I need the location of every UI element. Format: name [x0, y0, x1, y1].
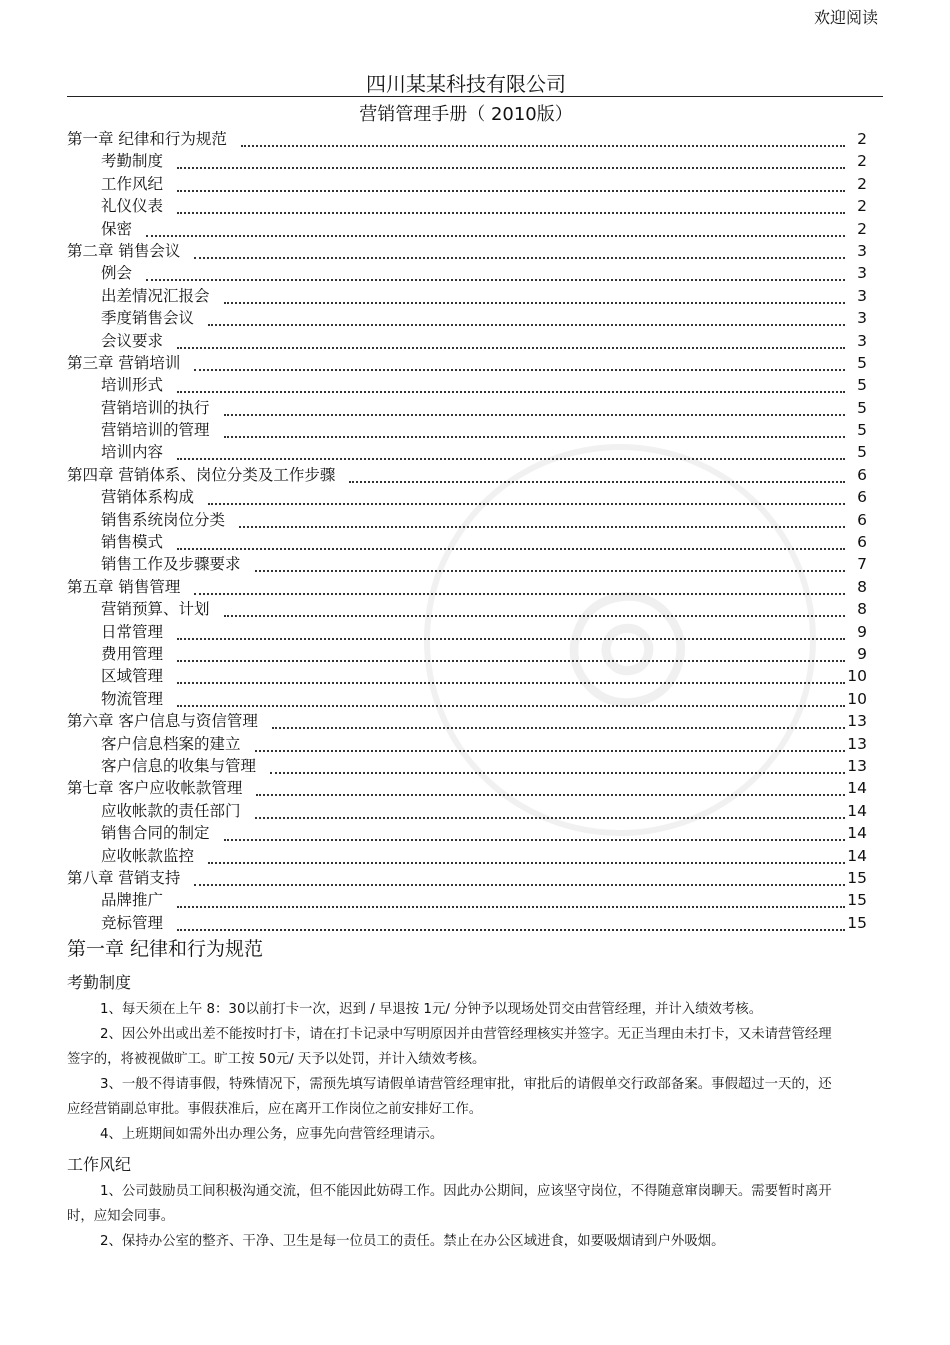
toc-dot-leader — [208, 859, 845, 864]
toc-page-number: 14 — [847, 779, 867, 798]
toc-section-entry[interactable] — [67, 845, 867, 867]
toc-dot-leader — [224, 836, 845, 841]
toc-section-entry[interactable] — [67, 553, 867, 575]
toc-page-number: 3 — [857, 264, 867, 283]
toc-page-number: 14 — [847, 824, 867, 843]
toc-dot-leader — [194, 881, 845, 886]
toc-entry-label: 保密 — [101, 219, 133, 238]
toc-page-number: 10 — [847, 689, 867, 708]
toc-dot-leader — [194, 254, 845, 259]
toc-entry-label: 第二章 销售会议 — [67, 241, 181, 260]
toc-section-entry[interactable] — [67, 307, 867, 329]
toc-section-entry[interactable] — [67, 374, 867, 396]
toc-section-entry[interactable] — [67, 419, 867, 441]
manual-title: 营销管理手册（ 2010版） — [359, 104, 573, 125]
toc-section-entry[interactable] — [67, 397, 867, 419]
toc-page-number: 15 — [847, 913, 867, 932]
toc-entry-label: 第四章 营销体系、岗位分类及工作步骤 — [67, 465, 336, 484]
toc-page-number: 14 — [847, 801, 867, 820]
toc-dot-leader — [177, 455, 845, 460]
toc-page-number: 8 — [857, 600, 867, 619]
toc-section-entry[interactable] — [67, 262, 867, 284]
toc-page-number: 7 — [857, 555, 867, 574]
toc-entry-label: 营销体系构成 — [101, 488, 195, 507]
company-name: 四川某某科技有限公司 — [366, 72, 566, 96]
toc-entry-label: 费用管理 — [101, 644, 164, 663]
toc-entry-label: 销售工作及步骤要求 — [101, 555, 241, 574]
toc-section-entry[interactable] — [67, 621, 867, 643]
toc-dot-leader — [177, 679, 845, 684]
toc-chapter-entry[interactable] — [67, 464, 867, 486]
toc-chapter-entry[interactable] — [67, 777, 867, 799]
toc-page-number: 5 — [857, 443, 867, 462]
toc-section-entry[interactable] — [67, 486, 867, 508]
section-heading: 考勤制度 — [67, 973, 132, 992]
toc-page-number: 3 — [857, 331, 867, 350]
table-of-contents — [67, 128, 867, 934]
toc-entry-label: 应收帐款的责任部门 — [101, 801, 241, 820]
chapter-title: 第一章 纪律和行为规范 — [67, 938, 264, 960]
toc-dot-leader — [256, 791, 845, 796]
toc-entry-label: 第六章 客户信息与资信管理 — [67, 712, 258, 731]
header-note: 欢迎阅读 — [813, 8, 878, 27]
toc-dot-leader — [194, 366, 845, 371]
toc-dot-leader — [177, 164, 845, 169]
toc-dot-leader — [177, 657, 845, 662]
toc-dot-leader — [224, 612, 845, 617]
toc-section-entry[interactable] — [67, 330, 867, 352]
toc-dot-leader — [194, 590, 845, 595]
toc-dot-leader — [146, 276, 845, 281]
chapter-body — [67, 933, 837, 1254]
toc-page-number: 6 — [857, 533, 867, 552]
toc-dot-leader — [349, 478, 845, 483]
toc-dot-leader — [177, 702, 845, 707]
watermark-icon: ◎ — [345, 365, 895, 915]
toc-chapter-entry[interactable] — [67, 240, 867, 262]
toc-dot-leader — [272, 724, 845, 729]
toc-entry-label: 季度销售会议 — [101, 309, 195, 328]
toc-dot-leader — [208, 500, 845, 505]
toc-section-entry[interactable] — [67, 441, 867, 463]
toc-page-number: 2 — [857, 197, 867, 216]
body-paragraph: 4、上班期间如需外出办理公务，应事先向营管经理请示。 — [100, 1127, 444, 1142]
toc-dot-leader — [224, 411, 845, 416]
toc-section-entry[interactable] — [67, 822, 867, 844]
toc-dot-leader — [270, 769, 845, 774]
toc-entry-label: 考勤制度 — [101, 152, 164, 171]
toc-page-number: 2 — [857, 219, 867, 238]
toc-entry-label: 日常管理 — [101, 622, 164, 641]
toc-entry-label: 第七章 客户应收帐款管理 — [67, 779, 243, 798]
toc-entry-label: 销售系统岗位分类 — [101, 510, 226, 529]
body-paragraph: 1、每天须在上午 8：30以前打卡一次，迟到 / 早退按 1元/ 分钟予以现场处罚交由营管经理，并计入绩效考核。 — [100, 1002, 763, 1017]
toc-page-number: 6 — [857, 465, 867, 484]
toc-chapter-entry[interactable] — [67, 576, 867, 598]
toc-section-entry[interactable] — [67, 195, 867, 217]
toc-chapter-entry[interactable] — [67, 128, 867, 150]
toc-entry-label: 营销预算、计划 — [101, 600, 210, 619]
toc-page-number: 6 — [857, 510, 867, 529]
toc-page-number: 13 — [847, 734, 867, 753]
toc-page-number: 3 — [857, 241, 867, 260]
toc-dot-leader — [177, 903, 845, 908]
section-heading: 工作风纪 — [67, 1155, 132, 1174]
toc-section-entry[interactable] — [67, 912, 867, 934]
toc-entry-label: 销售合同的制定 — [101, 824, 210, 843]
toc-dot-leader — [177, 209, 845, 214]
toc-dot-leader — [177, 635, 845, 640]
toc-page-number: 6 — [857, 488, 867, 507]
toc-page-number: 14 — [847, 846, 867, 865]
toc-entry-label: 第八章 营销支持 — [67, 868, 181, 887]
toc-dot-leader — [255, 567, 845, 572]
toc-section-entry[interactable] — [67, 150, 867, 172]
toc-page-number: 13 — [847, 756, 867, 775]
toc-entry-label: 培训形式 — [101, 376, 164, 395]
toc-dot-leader — [208, 321, 845, 326]
toc-entry-label: 第一章 纪律和行为规范 — [67, 130, 227, 148]
toc-section-entry[interactable] — [67, 688, 867, 710]
toc-chapter-entry[interactable] — [67, 867, 867, 889]
toc-dot-leader — [177, 344, 845, 349]
toc-page-number: 15 — [847, 891, 867, 910]
toc-section-entry[interactable] — [67, 800, 867, 822]
toc-page-number: 5 — [857, 376, 867, 395]
toc-page-number: 9 — [857, 644, 867, 663]
toc-dot-leader — [239, 523, 845, 528]
body-paragraph: 2、保持办公室的整齐、干净、卫生是每一位员工的责任。禁止在办公区域进食，如要吸烟请到户外吸烟。 — [100, 1234, 725, 1249]
toc-page-number: 15 — [847, 868, 867, 887]
toc-entry-label: 工作风纪 — [101, 174, 164, 193]
toc-section-entry[interactable] — [67, 509, 867, 531]
toc-entry-label: 品牌推广 — [101, 891, 164, 910]
toc-section-entry[interactable] — [67, 598, 867, 620]
toc-dot-leader — [224, 299, 845, 304]
toc-dot-leader — [255, 747, 845, 752]
toc-dot-leader — [177, 187, 845, 192]
toc-chapter-entry[interactable] — [67, 710, 867, 732]
toc-page-number: 5 — [857, 421, 867, 440]
toc-entry-label: 客户信息的收集与管理 — [101, 756, 257, 775]
toc-page-number: 9 — [857, 622, 867, 641]
toc-chapter-entry[interactable] — [67, 352, 867, 374]
body-paragraph: 3、一般不得请事假，特殊情况下，需预先填写请假单请营管经理审批，审批后的请假单交行政部备案。事假超过一天的，还应经营销副总审批。事假获准后，应在离开工作岗位之前安排好工作。 — [67, 1077, 832, 1117]
toc-dot-leader — [177, 545, 845, 550]
toc-section-entry[interactable] — [67, 531, 867, 553]
toc-section-entry[interactable] — [67, 665, 867, 687]
toc-entry-label: 会议要求 — [101, 331, 164, 350]
toc-page-number: 5 — [857, 353, 867, 372]
toc-entry-label: 竞标管理 — [101, 913, 164, 932]
toc-entry-label: 物流管理 — [101, 689, 164, 708]
toc-page-number: 2 — [857, 152, 867, 171]
toc-section-entry[interactable] — [67, 173, 867, 195]
toc-entry-label: 第五章 销售管理 — [67, 577, 181, 596]
toc-page-number: 13 — [847, 712, 867, 731]
toc-entry-label: 例会 — [101, 264, 133, 283]
toc-section-entry[interactable] — [67, 643, 867, 665]
toc-entry-label: 第三章 营销培训 — [67, 353, 181, 372]
toc-entry-label: 销售模式 — [101, 533, 164, 552]
toc-page-number: 2 — [857, 174, 867, 193]
toc-section-entry[interactable] — [67, 889, 867, 911]
body-paragraph: 2、因公外出或出差不能按时打卡，请在打卡记录中写明原因并由营管经理核实并签字。无正当理由未打卡，又未请营管经理签字的，将被视做旷工。旷工按 50元/ 天予以处罚，并计入绩效考核。 — [67, 1027, 832, 1067]
toc-page-number: 10 — [847, 667, 867, 686]
toc-entry-label: 应收帐款监控 — [101, 846, 195, 865]
toc-entry-label: 礼仪仪表 — [101, 197, 164, 216]
toc-page-number: 2 — [857, 130, 867, 148]
toc-entry-label: 培训内容 — [101, 443, 164, 462]
body-paragraph: 1、公司鼓励员工间积极沟通交流，但不能因此妨碍工作。因此办公期间，应该坚守岗位，不得随意窜岗聊天。需要暂时离开时，应知会同事。 — [67, 1184, 832, 1224]
toc-section-entry[interactable] — [67, 218, 867, 240]
toc-section-entry[interactable] — [67, 285, 867, 307]
toc-dot-leader — [146, 232, 845, 237]
toc-section-entry[interactable] — [67, 755, 867, 777]
toc-page-number: 5 — [857, 398, 867, 417]
toc-page-number: 3 — [857, 309, 867, 328]
toc-page-number: 8 — [857, 577, 867, 596]
toc-entry-label: 区域管理 — [101, 667, 164, 686]
toc-dot-leader — [177, 388, 845, 393]
toc-page-number: 3 — [857, 286, 867, 305]
toc-dot-leader — [255, 814, 845, 819]
toc-dot-leader — [241, 142, 845, 147]
toc-entry-label: 出差情况汇报会 — [101, 286, 210, 305]
title-divider — [67, 96, 883, 97]
toc-dot-leader — [224, 433, 845, 438]
toc-dot-leader — [177, 926, 845, 931]
toc-entry-label: 客户信息档案的建立 — [101, 734, 241, 753]
toc-entry-label: 营销培训的管理 — [101, 421, 210, 440]
toc-entry-label: 营销培训的执行 — [101, 398, 210, 417]
toc-section-entry[interactable] — [67, 733, 867, 755]
